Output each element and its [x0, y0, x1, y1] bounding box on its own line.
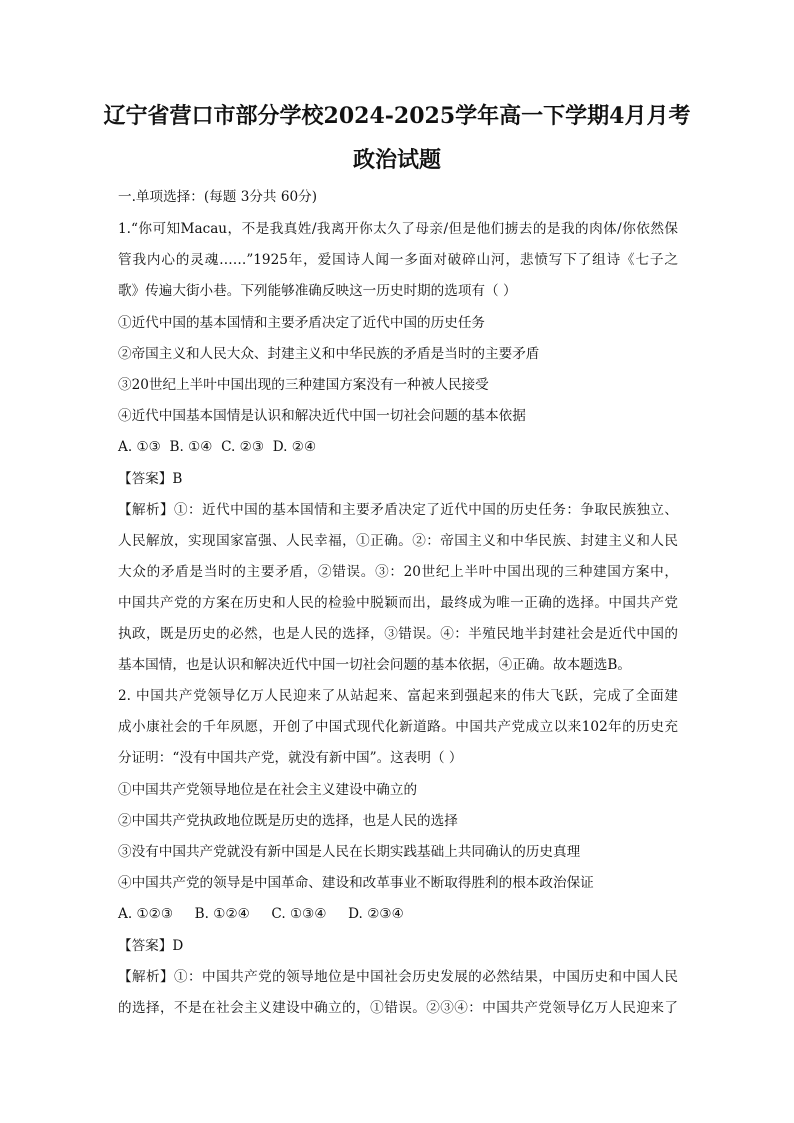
question-2-analysis-line-1: 【解析】①：中国共产党的领导地位是中国社会历史发展的必然结果，中国历史和中国人民: [118, 969, 678, 985]
question-1-analysis-line-5: 执政，既是历史的必然，也是人民的选择，③错误。④：半殖民地半封建社会是近代中国的: [118, 626, 678, 642]
question-2-analysis-line-2: 的选择，不是在社会主义建设中确立的，①错误。②③④：中国共产党领导亿万人民迎来了: [118, 1000, 678, 1016]
question-2-statement-4: ④中国共产党的领导是中国革命、建设和改革事业不断取得胜利的根本政治保证: [118, 875, 594, 891]
question-1-statement-2: ②帝国主义和人民大众、封建主义和中华民族的矛盾是当时的主要矛盾: [118, 346, 540, 362]
question-1-stem-line-3: 歌》传遍大街小巷。下列能够准确反映这一历史时期的选项有（ ）: [118, 283, 517, 299]
question-1-answer: 【答案】B: [118, 471, 183, 487]
question-2-stem-line-2: 成小康社会的千年夙愿，开创了中国式现代化新道路。中国共产党成立以来102年的历史充: [118, 719, 678, 735]
question-2-stem-line-3: 分证明：“没有中国共产党，就没有新中国”。这表明（ ）: [118, 750, 463, 766]
question-1-analysis-line-4: 中国共产党的方案在历史和人民的检验中脱颖而出，最终成为唯一正确的选择。中国共产党: [118, 595, 678, 611]
question-2-statement-1: ①中国共产党领导地位是在社会主义建设中确立的: [118, 782, 418, 798]
question-1-statement-4: ④近代中国基本国情是认识和解决近代中国一切社会问题的基本依据: [118, 408, 526, 424]
question-1-statement-1: ①近代中国的基本国情和主要矛盾决定了近代中国的历史任务: [118, 315, 486, 331]
question-1-stem-line-2: 管我内心的灵魂……”1925年，爱国诗人闻一多面对破碎山河，悲愤写下了组诗《七子之: [118, 252, 678, 268]
question-1-analysis-line-3: 大众的矛盾是当时的主要矛盾，②错误。③：20世纪上半叶中国出现的三种建国方案中，: [118, 564, 678, 580]
question-1-analysis-line-1: 【解析】①：近代中国的基本国情和主要矛盾决定了近代中国的历史任务：争取民族独立、: [118, 502, 678, 518]
section-heading: 一.单项选择：(每题 3分共 60分): [118, 189, 318, 205]
question-2-options: A. ①②③ B. ①②④ C. ①③④ D. ②③④: [118, 906, 404, 922]
question-2-stem-line-1: 2. 中国共产党领导亿万人民迎来了从站起来、富起来到强起来的伟大飞跃，完成了全面建: [118, 688, 678, 704]
question-2-statement-3: ③没有中国共产党就没有新中国是人民在长期实践基础上共同确认的历史真理: [118, 844, 581, 860]
question-1-analysis-line-2: 人民解放，实现国家富强、人民幸福，①正确。②：帝国主义和中华民族、封建主义和人民: [118, 533, 678, 549]
question-1-statement-3: ③20世纪上半叶中国出现的三种建国方案没有一种被人民接受: [118, 377, 489, 393]
question-1-stem-line-1: 1.“你可知Macau，不是我真姓/我离开你太久了母亲/但是他们掳去的是我的肉体/你依然保: [118, 221, 678, 237]
question-1-options: A. ①③ B. ①④ C. ②③ D. ②④: [118, 439, 317, 455]
page-title: 辽宁省营口市部分学校2024-2025学年高一下学期4月月考: [103, 103, 691, 129]
question-1-analysis-line-6: 基本国情，也是认识和解决近代中国一切社会问题的基本依据，④正确。故本题选B。: [118, 657, 631, 673]
question-2-answer: 【答案】D: [118, 938, 184, 954]
question-2-statement-2: ②中国共产党执政地位既是历史的选择，也是人民的选择: [118, 813, 458, 829]
page-subtitle: 政治试题: [352, 147, 441, 173]
